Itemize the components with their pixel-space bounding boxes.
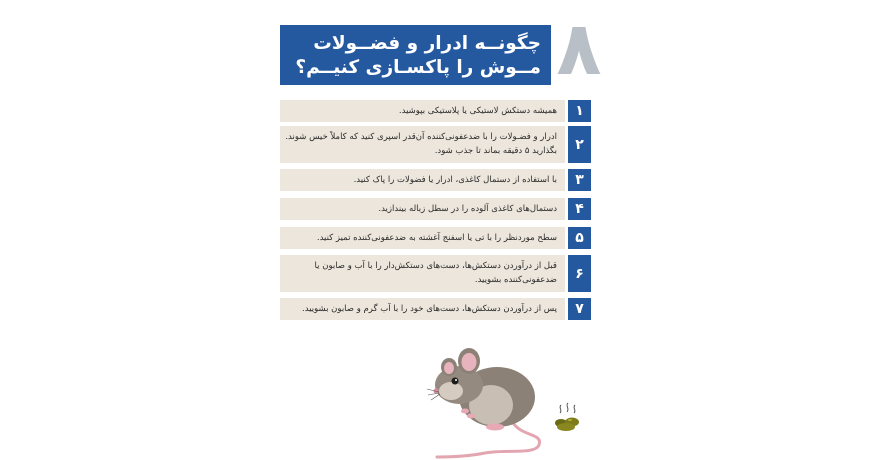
- step-text: همیشه دستکش لاستیکی یا پلاستیکی بپوشید.: [280, 100, 565, 122]
- header: [280, 6, 606, 92]
- step-number: ۴: [568, 198, 591, 220]
- step-number: ۵: [568, 227, 591, 249]
- step-text: پس از درآوردن دستکش‌ها، دست‌های خود را با آب گرم و صابون بشویید.: [280, 298, 565, 320]
- step-6: [280, 255, 591, 292]
- step-text: قبل از درآوردن دستکش‌ها، دست‌های دستکش‌دار را با آب و صابون یا ضدعفونی‌کننده بشویید.: [280, 255, 565, 292]
- step-text: سطح موردنظر را با تی یا اسفنج آغشته به ضدعفونی‌کننده تمیز کنید.: [280, 227, 565, 249]
- step-7: [280, 298, 591, 320]
- droppings-illustration: [552, 402, 584, 432]
- step-number: ۲: [568, 126, 591, 163]
- page-title: چگونــه ادرار و فضــولات مــوش را پاکسـازی کنیــم؟: [280, 25, 551, 85]
- step-text: با استفاده از دستمال کاغذی، ادرار یا فضولات را پاک کنید.: [280, 169, 565, 191]
- step-2: [280, 126, 591, 163]
- step-4: [280, 198, 591, 220]
- step-5: [280, 227, 591, 249]
- step-number: ۷: [568, 298, 591, 320]
- step-number: ۳: [568, 169, 591, 191]
- step-1: [280, 100, 591, 122]
- step-text: ادرار و فضـولات را با ضدعفونی‌کننده آن‌قدر اسپری کنید که کاملاً خیس شوند. بگذارید ۵ دقیقه بماند تا جذب شود.: [280, 126, 565, 163]
- section-number: ۸: [556, 6, 602, 92]
- step-number: ۶: [568, 255, 591, 292]
- step-3: [280, 169, 591, 191]
- step-number: ۱: [568, 100, 591, 122]
- step-text: دستمال‌های کاغذی آلوده را در سطل زباله بیندازید.: [280, 198, 565, 220]
